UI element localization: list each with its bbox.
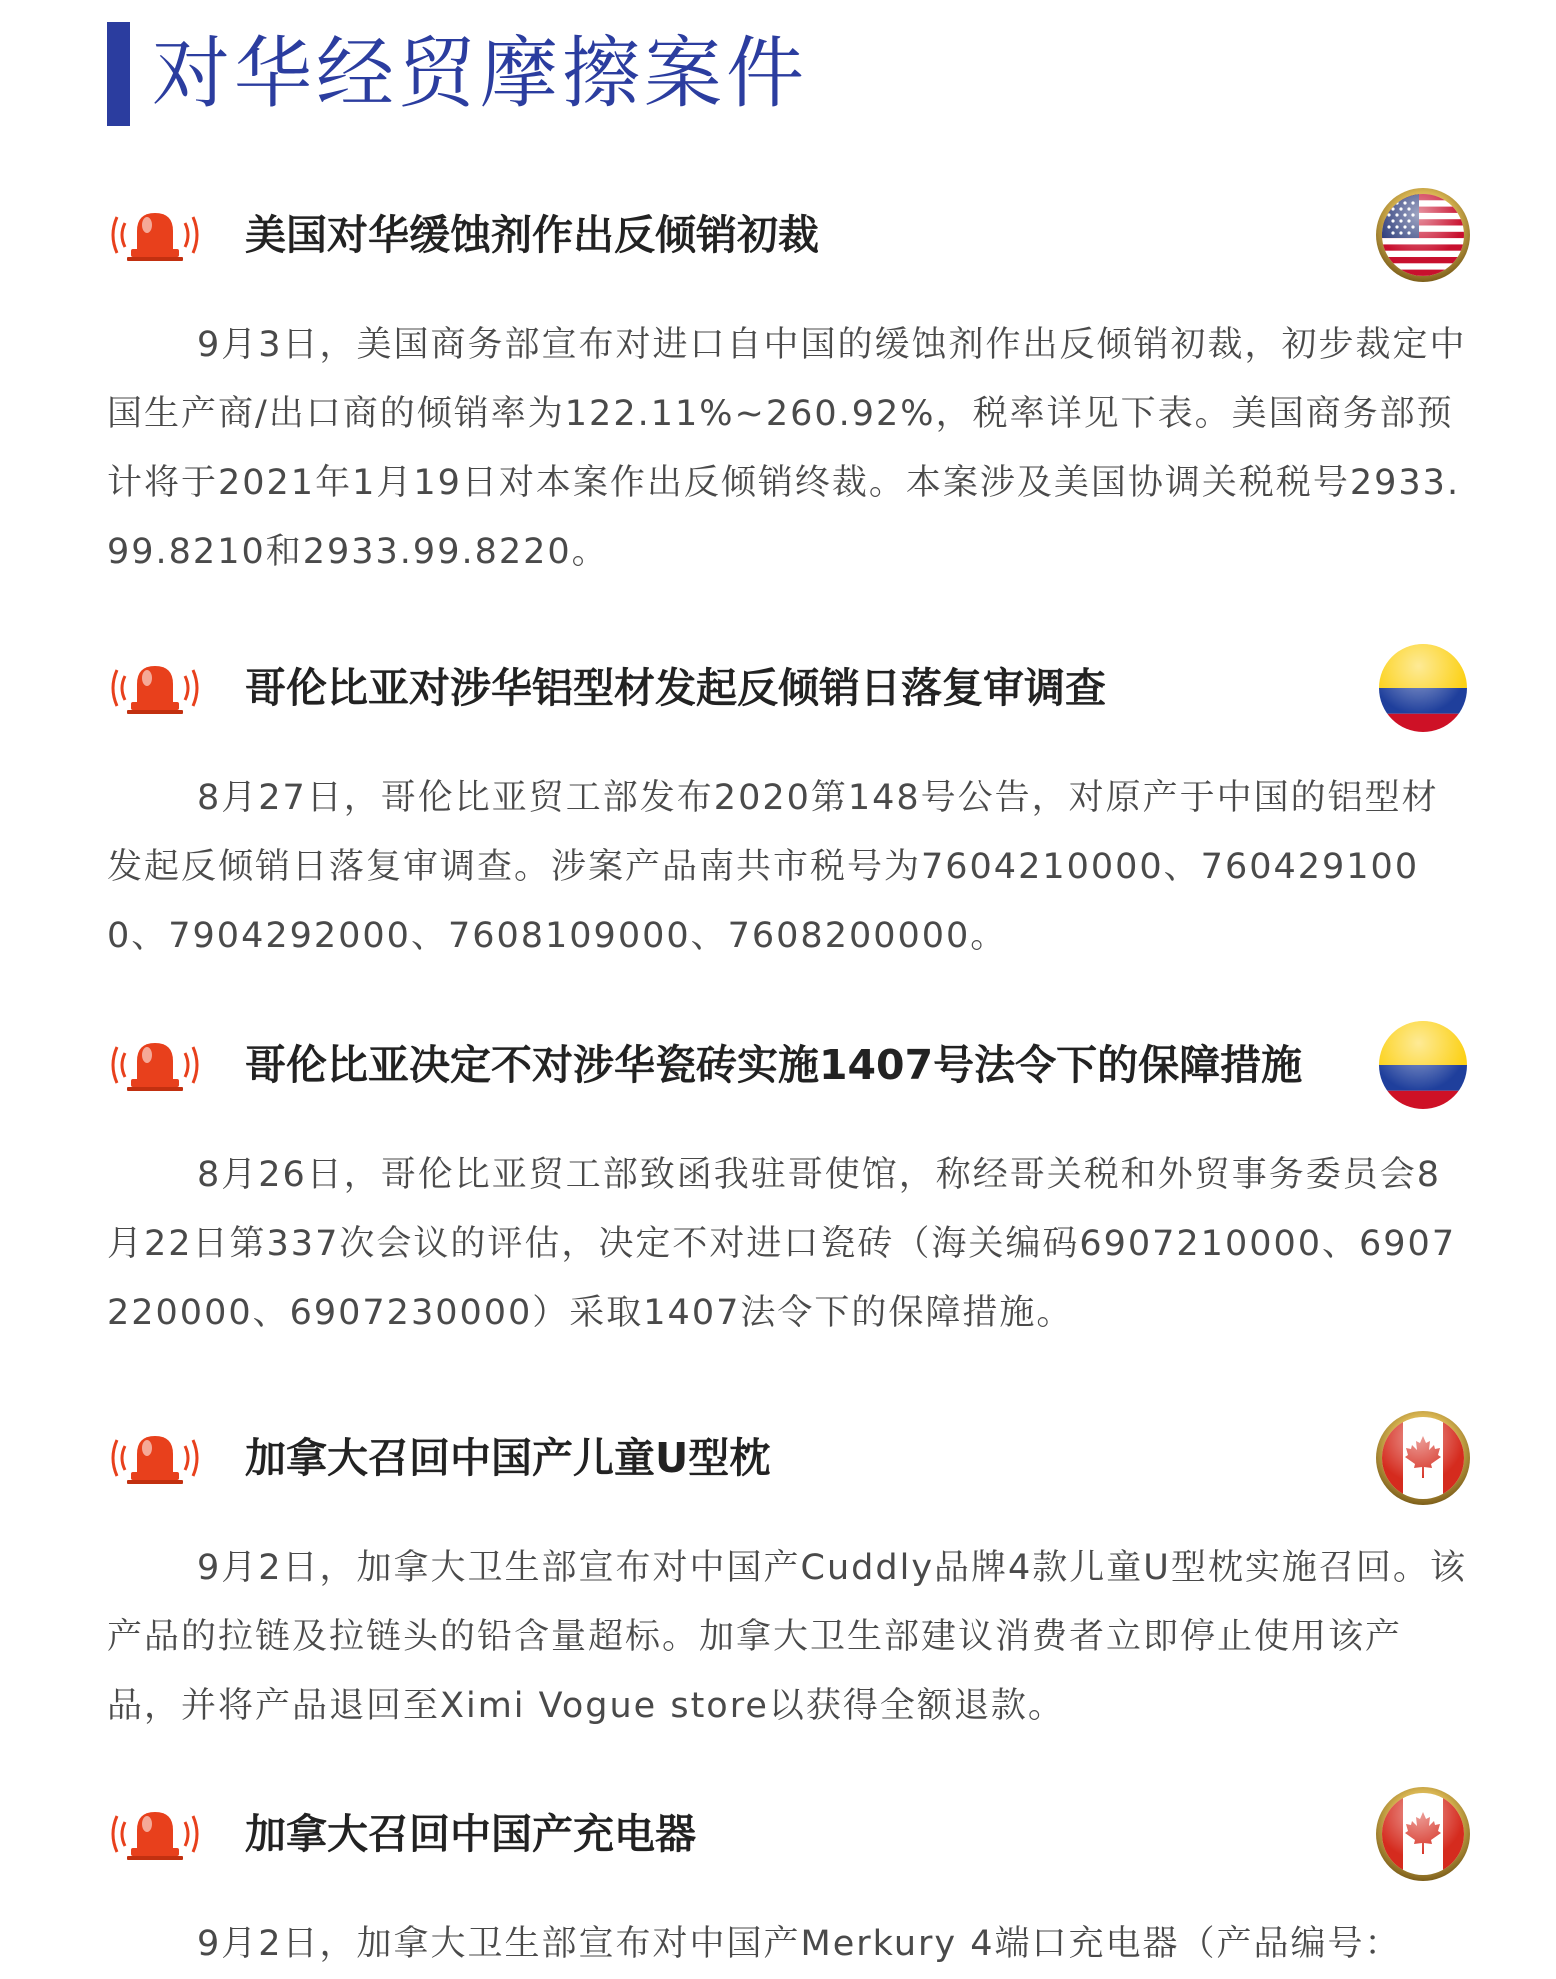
news-item-canada-charger-recall — [107, 1782, 1471, 1979]
news-item-title: 美国对华缓蚀剂作出反倾销初裁 — [245, 211, 819, 259]
alarm-bell-icon — [107, 207, 203, 263]
news-item-title: 加拿大召回中国产儿童U型枕 — [245, 1434, 771, 1482]
page-header — [107, 22, 808, 126]
colombia-flag-icon — [1375, 1017, 1471, 1113]
canada-flag-icon — [1375, 1410, 1471, 1506]
page-title: 对华经贸摩擦案件 — [152, 29, 809, 119]
news-item-header — [107, 1406, 1471, 1510]
news-item-body: 9月2日，加拿大卫生部宣布对中国产Merkury 4端口充电器（产品编号： — [197, 1924, 1402, 1964]
news-item-title: 哥伦比亚决定不对涉华瓷砖实施1407号法令下的保障措施 — [245, 1041, 1303, 1089]
alarm-bell-icon — [107, 1430, 203, 1486]
header-accent-bar — [107, 22, 130, 126]
news-item-body: 9月2日，加拿大卫生部宣布对中国产Cuddly品牌4款儿童U型枕实施召回。该产品的拉链及拉链头的铅含量超标。加拿大卫生部建议消费者立即停止使用该产品，并将产品退回至Ximi Vogue store以获得全额退款。 — [107, 1548, 1467, 1726]
news-item-title: 加拿大召回中国产充电器 — [245, 1810, 696, 1858]
news-item-body: 9月3日，美国商务部宣布对进口自中国的缓蚀剂作出反倾销初裁，初步裁定中国生产商/出口商的倾销率为122.11%~260.92%，税率详见下表。美国商务部预计将于2021年1月19日对本案作出反倾销终裁。本案涉及美国协调关税税号2933.99.8210和2933.99.8220。 — [107, 325, 1467, 572]
news-item-title: 哥伦比亚对涉华铝型材发起反倾销日落复审调查 — [245, 664, 1106, 712]
news-item-body: 8月26日，哥伦比亚贸工部致函我驻哥使馆，称经哥关税和外贸事务委员会8月22日第337次会议的评估，决定不对进口瓷砖（海关编码6907210000、6907220000、6907230000）采取1407法令下的保障措施。 — [107, 1155, 1457, 1333]
alarm-bell-icon — [107, 1037, 203, 1093]
usa-flag-icon — [1375, 187, 1471, 283]
news-item-usa-corrosion-inhibitor — [107, 183, 1471, 587]
alarm-bell-icon — [107, 1806, 203, 1862]
news-item-header — [107, 1782, 1471, 1886]
news-item-header — [107, 1013, 1471, 1117]
news-item-header — [107, 636, 1471, 740]
news-item-colombia-ceramic-tiles — [107, 1013, 1471, 1348]
news-item-body: 8月27日，哥伦比亚贸工部发布2020第148号公告，对原产于中国的铝型材发起反倾销日落复审调查。涉案产品南共市税号为7604210000、7604291000、7904292000、7608109000、7608200000。 — [107, 778, 1439, 956]
canada-flag-icon — [1375, 1786, 1471, 1882]
news-item-colombia-aluminum-profiles — [107, 636, 1471, 971]
alarm-bell-icon — [107, 660, 203, 716]
news-item-canada-u-pillow-recall — [107, 1406, 1471, 1741]
colombia-flag-icon — [1375, 640, 1471, 736]
news-item-header — [107, 183, 1471, 287]
